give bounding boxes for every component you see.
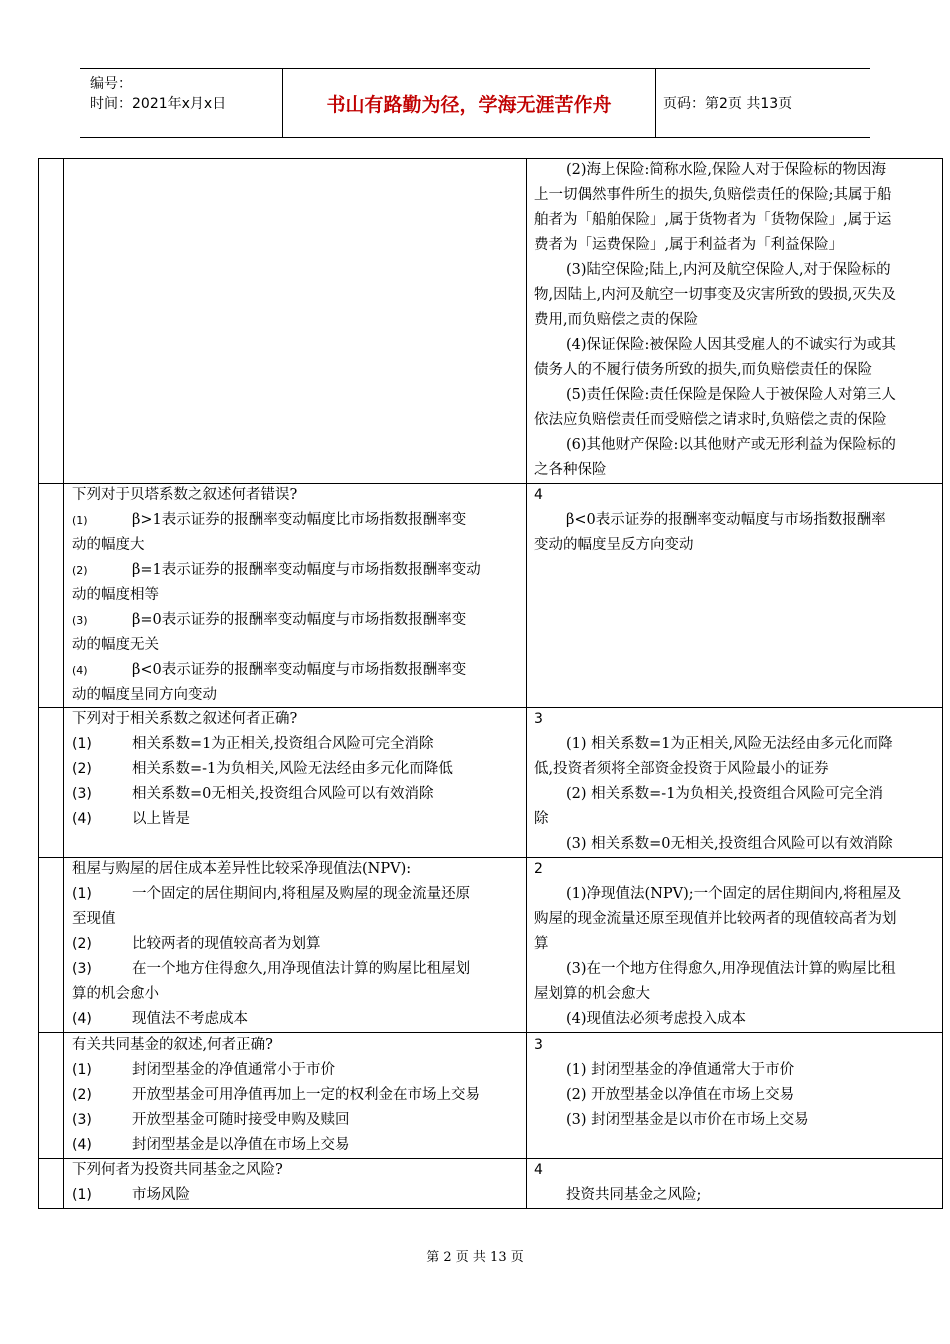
- option-text: 市场风险: [132, 1187, 190, 1203]
- option-text: β>1表示证券的报酬率变动幅度比市场指数报酬率变: [132, 512, 467, 528]
- option-text-cont: 动的幅度无关: [72, 637, 159, 653]
- answer-line: 变动的幅度呈反方向变动: [534, 537, 694, 553]
- option-text: β=1表示证券的报酬率变动幅度与市场指数报酬率变动: [132, 562, 481, 578]
- answer-line: 屋划算的机会愈大: [534, 986, 650, 1002]
- answer-line: 除: [534, 811, 549, 827]
- option-text: 一个固定的居住期间内,将租屋及购屋的现金流量还原: [132, 886, 471, 902]
- answer-line: 低,投资者须将全部资金投资于风险最小的证券: [534, 761, 829, 777]
- answer-line: (4)保证保险:被保险人因其受雇人的不诚实行为或其: [566, 337, 896, 353]
- option-number: (4): [72, 1137, 92, 1153]
- answer-line: 费者为「运费保险」,属于利益者为「利益保险」: [534, 237, 844, 253]
- option-text: 在一个地方住得愈久,用净现值法计算的购屋比租屋划: [132, 961, 471, 977]
- answer-line: 上一切偶然事件所生的损失,负赔偿责任的保险;其属于船: [534, 187, 892, 203]
- option-number: (3): [72, 961, 92, 977]
- answer-line: (1)净现值法(NPV);一个固定的居住期间内,将租屋及: [566, 886, 902, 902]
- header-time-label: 时间：2021年x月x日: [90, 96, 227, 112]
- answer-line: 依法应负赔偿责任而受赔偿之请求时,负赔偿之责的保险: [534, 412, 887, 428]
- option-text: β=0表示证券的报酬率变动幅度与市场指数报酬率变: [132, 612, 467, 628]
- option-number: (1): [72, 886, 92, 902]
- answer-line: 舶者为「船舶保险」,属于货物者为「货物保险」,属于运: [534, 212, 892, 228]
- answer-line: 购屋的现金流量还原至现值并比较两者的现值较高者为划: [534, 911, 897, 927]
- option-text: 相关系数=-1为负相关,风险无法经由多元化而降低: [132, 761, 453, 777]
- answer-line: 物,因陆上,内河及航空一切事变及灾害所致的毁损,灭失及: [534, 287, 896, 303]
- header-meta-cell: [80, 69, 283, 137]
- option-number: (1): [72, 514, 88, 527]
- option-text: 封闭型基金的净值通常小于市价: [132, 1062, 335, 1078]
- answer-line: 之各种保险: [534, 462, 607, 478]
- option-text-cont: 动的幅度相等: [72, 587, 159, 603]
- answer-line: (2) 相关系数=-1为负相关,投资组合风险可完全消: [566, 786, 884, 802]
- option-number: (3): [72, 614, 88, 627]
- table-border-right: [942, 158, 943, 1208]
- option-text: 现值法不考虑成本: [132, 1011, 248, 1027]
- option-number: (3): [72, 786, 92, 802]
- option-text: β<0表示证券的报酬率变动幅度与市场指数报酬率变: [132, 662, 467, 678]
- table-border-left: [38, 158, 39, 1208]
- answer-line: (3)在一个地方住得愈久,用净现值法计算的购屋比租: [566, 961, 896, 977]
- answer-line: 债务人的不履行债务所致的损失,而负赔偿责任的保险: [534, 362, 873, 378]
- question-text: 下列对于相关系数之叙述何者正确?: [72, 711, 298, 727]
- option-text: 相关系数=0无相关,投资组合风险可以有效消除: [132, 786, 434, 802]
- table-col-divider-2: [526, 158, 527, 1208]
- answer-number: 3: [534, 711, 543, 727]
- qa-table: [38, 158, 943, 1208]
- answer-number: 4: [534, 487, 543, 503]
- table-col-divider-1: [63, 158, 64, 1208]
- answer-line: 费用,而负赔偿之责的保险: [534, 312, 699, 328]
- option-text: 开放型基金可随时接受申购及赎回: [132, 1112, 350, 1128]
- answer-line: (3) 封闭型基金是以市价在市场上交易: [566, 1112, 809, 1128]
- option-text: 以上皆是: [132, 811, 190, 827]
- option-number: (2): [72, 1087, 92, 1103]
- option-number: (4): [72, 811, 92, 827]
- answer-line: (2)海上保险:简称水险,保险人对于保险标的物因海: [566, 162, 887, 178]
- answer-line: 投资共同基金之风险;: [566, 1187, 702, 1203]
- option-text-cont: 动的幅度大: [72, 537, 145, 553]
- answer-number: 4: [534, 1162, 543, 1178]
- answer-line: (5)责任保险:责任保险是保险人于被保险人对第三人: [566, 387, 896, 403]
- option-number: (3): [72, 1112, 92, 1128]
- question-text: 下列何者为投资共同基金之风险?: [72, 1162, 283, 1178]
- option-number: (1): [72, 736, 92, 752]
- answer-line: β<0表示证券的报酬率变动幅度与市场指数报酬率: [566, 512, 886, 528]
- header-motto: 书山有路勤为径，学海无涯苦作舟: [283, 69, 656, 137]
- option-text: 相关系数=1为正相关,投资组合风险可完全消除: [132, 736, 434, 752]
- header-page-info: 页码：第2页 共13页: [663, 96, 793, 112]
- option-text-cont: 至现值: [72, 911, 116, 927]
- answer-line: (4)现值法必须考虑投入成本: [566, 1011, 747, 1027]
- question-text: 下列对于贝塔系数之叙述何者错误?: [72, 487, 298, 503]
- option-number: (2): [72, 936, 92, 952]
- answer-number: 2: [534, 861, 543, 877]
- table-border-bottom: [38, 1208, 943, 1209]
- option-number: (2): [72, 761, 92, 777]
- answer-number: 3: [534, 1037, 543, 1053]
- option-number: (4): [72, 664, 88, 677]
- answer-line: (2) 开放型基金以净值在市场上交易: [566, 1087, 795, 1103]
- option-number: (1): [72, 1187, 92, 1203]
- document-header: [80, 68, 870, 138]
- answer-line: (3)陆空保险;陆上,内河及航空保险人,对于保险标的: [566, 262, 891, 278]
- page-footer: 第 2 页 共 13 页: [426, 1250, 524, 1265]
- answer-line: 算: [534, 936, 549, 952]
- option-number: (4): [72, 1011, 92, 1027]
- question-text: 租屋与购屋的居住成本差异性比较采净现值法(NPV):: [72, 861, 412, 877]
- option-text: 封闭型基金是以净值在市场上交易: [132, 1137, 350, 1153]
- question-text: 有关共同基金的叙述,何者正确?: [72, 1037, 273, 1053]
- option-text: 开放型基金可用净值再加上一定的权利金在市场上交易: [132, 1087, 480, 1103]
- option-text: 比较两者的现值较高者为划算: [132, 936, 321, 952]
- option-number: (2): [72, 564, 88, 577]
- option-text-cont: 动的幅度呈同方向变动: [72, 687, 217, 703]
- answer-line: (1) 封闭型基金的净值通常大于市价: [566, 1062, 795, 1078]
- option-number: (1): [72, 1062, 92, 1078]
- answer-line: (6)其他财产保险:以其他财产或无形利益为保险标的: [566, 437, 896, 453]
- header-number-label: 编号：: [90, 76, 132, 92]
- answer-line: (3) 相关系数=0无相关,投资组合风险可以有效消除: [566, 836, 893, 852]
- option-text-cont: 算的机会愈小: [72, 986, 159, 1002]
- answer-line: (1) 相关系数=1为正相关,风险无法经由多元化而降: [566, 736, 893, 752]
